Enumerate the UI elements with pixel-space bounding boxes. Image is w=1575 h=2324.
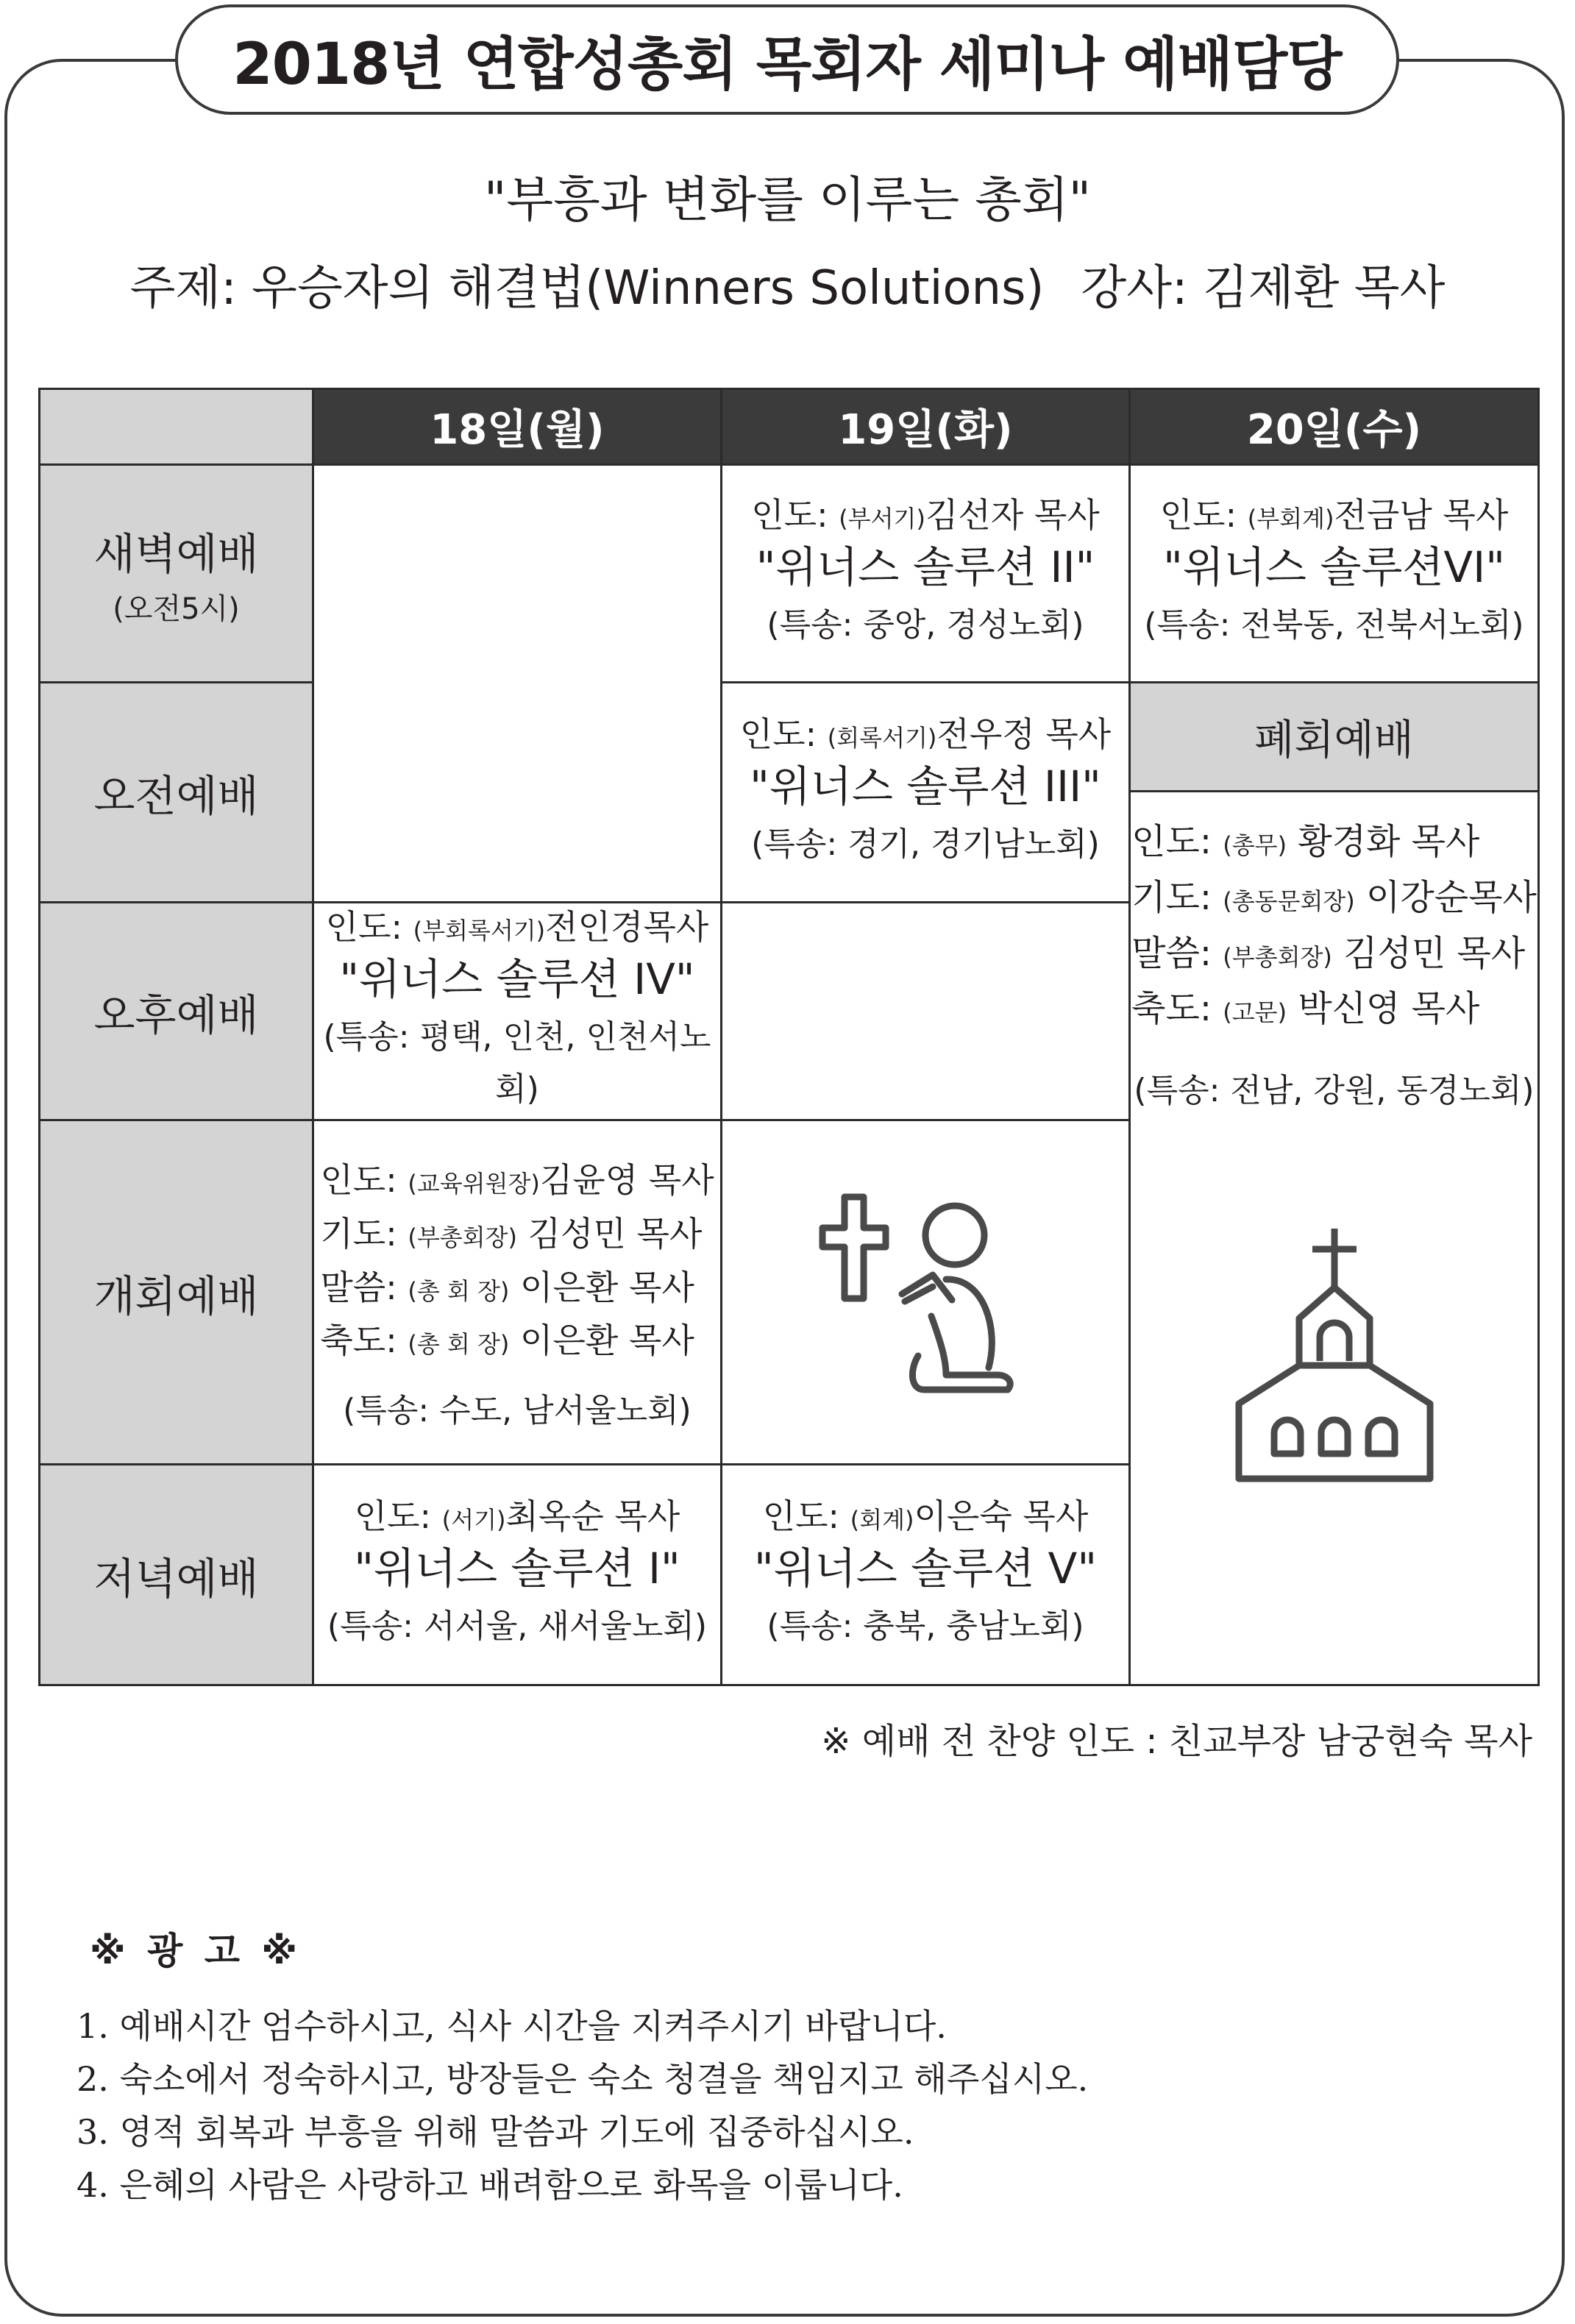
row-label-dawn-time: (오전5시)	[113, 592, 240, 626]
opening-line-prayer: 기도: (부총회장) 김성민 목사	[320, 1213, 703, 1254]
closing-line-sermon: 말씀: (부총회장) 김성민 목사	[1131, 932, 1526, 974]
row-label-morning: 오전예배	[40, 683, 313, 903]
worship-schedule-table	[38, 388, 1540, 1686]
cell-opening-18	[313, 1120, 722, 1465]
sermon-title: "위너스 솔루션 II"	[755, 542, 1095, 593]
opening-line-sermon: 말씀: (총 회 장) 이은환 목사	[320, 1267, 694, 1307]
praise-leader-note: ※ 예배 전 찬양 인도 : 친교부장 남궁현숙 목사	[821, 1721, 1532, 1762]
sermon-title: "위너스 솔루션 V"	[753, 1543, 1098, 1594]
opening-special-song: (특송: 수도, 남서울노회)	[343, 1391, 691, 1429]
leader-line: 인도: (서기)최옥순 목사	[354, 1496, 680, 1537]
special-song: (특송: 경기, 경기남노회)	[751, 825, 1100, 863]
special-song: (특송: 서서울, 새서울노회)	[327, 1607, 708, 1646]
cell-dawn-20	[1130, 465, 1539, 683]
closing-line-prayer: 기도: (총동문회장) 이강순목사	[1131, 876, 1537, 918]
row-label-dawn-name: 새벽예배	[93, 529, 259, 579]
cell-dawn-19	[722, 465, 1130, 683]
cell-afternoon-19	[313, 903, 722, 1120]
closing-roles	[1131, 814, 1537, 1037]
empty-cell-18-morning	[313, 465, 722, 903]
church-icon	[1231, 1221, 1437, 1486]
cell-opening-19-illustration	[722, 1120, 1130, 1465]
day-header-20: 20일(수)	[1130, 389, 1539, 465]
notice-item: 1. 예배시간 엄수하시고, 식사 시간을 지켜주시기 바랍니다.	[77, 2006, 947, 2046]
opening-line-benediction: 축도: (총 회 장) 이은환 목사	[320, 1321, 694, 1361]
sermon-title: "위너스 솔루션VI"	[1163, 542, 1505, 593]
notice-item: 2. 숙소에서 정숙하시고, 방장들은 숙소 청결을 책임지고 해주십시오.	[77, 2059, 1089, 2099]
closing-line-benediction: 축도: (고문) 박신영 목사	[1131, 988, 1480, 1030]
notice-title: ※ 광 고 ※	[90, 1930, 302, 1972]
page-title: 2018년 연합성총회 목회자 세미나 예배담당	[175, 4, 1399, 115]
opening-roles	[320, 1154, 714, 1368]
sermon-title: "위너스 솔루션 IV"	[339, 954, 695, 1005]
praying-person-with-cross-icon	[815, 1182, 1036, 1403]
leader-line: 인도: (회계)이은숙 목사	[762, 1496, 1089, 1537]
notice-item: 4. 은혜의 사람은 사랑하고 배려함으로 화목을 이룹니다.	[77, 2165, 903, 2205]
day-header-19: 19일(화)	[722, 389, 1130, 465]
row-label-afternoon: 오후예배	[40, 903, 313, 1120]
special-song: (특송: 전북동, 전북서노회)	[1144, 606, 1524, 644]
cell-closing-20	[1130, 792, 1539, 1685]
speaker-text: 강사: 김제환 목사	[1081, 261, 1446, 316]
row-label-evening: 저녁예배	[40, 1465, 313, 1685]
closing-line-lead: 인도: (총무) 황경화 목사	[1131, 821, 1480, 862]
theme-line	[0, 250, 1575, 318]
leader-line: 인도: (부서기)김선자 목사	[751, 495, 1100, 536]
leader-line: 인도: (회록서기)전우정 목사	[739, 714, 1112, 754]
notice-item: 3. 영적 회복과 부흥을 위해 말씀과 기도에 집중하십시오.	[77, 2112, 914, 2152]
leader-line: 인도: (부회계)전금남 목사	[1159, 495, 1509, 536]
cell-morning-19	[722, 683, 1130, 903]
seminar-slogan: "부흥과 변화를 이루는 총회"	[484, 171, 1091, 228]
cell-evening-18	[313, 1465, 722, 1685]
special-song: (특송: 중앙, 경성노회)	[767, 606, 1084, 644]
row-label-opening: 개회예배	[40, 1120, 313, 1465]
day-header-18: 18일(월)	[313, 389, 722, 465]
special-song: (특송: 평택, 인천, 인천서노회)	[323, 1018, 711, 1108]
closing-special-song: (특송: 전남, 강원, 동경노회)	[1134, 1072, 1535, 1110]
table-corner	[40, 389, 313, 465]
special-song: (특송: 충북, 충남노회)	[767, 1607, 1084, 1646]
row-label-dawn	[40, 465, 313, 683]
closing-worship-title: 폐회예배	[1130, 683, 1539, 792]
sermon-title: "위너스 솔루션 III"	[750, 761, 1101, 811]
opening-line-lead: 인도: (교육위원장)김윤영 목사	[320, 1160, 714, 1201]
sermon-title: "위너스 솔루션 I"	[354, 1543, 680, 1594]
theme-text: 주제: 우승자의 해결법(Winners Solutions)	[129, 261, 1045, 316]
leader-line: 인도: (부회록서기)전인경목사	[325, 907, 709, 948]
cell-evening-19	[722, 1465, 1130, 1685]
